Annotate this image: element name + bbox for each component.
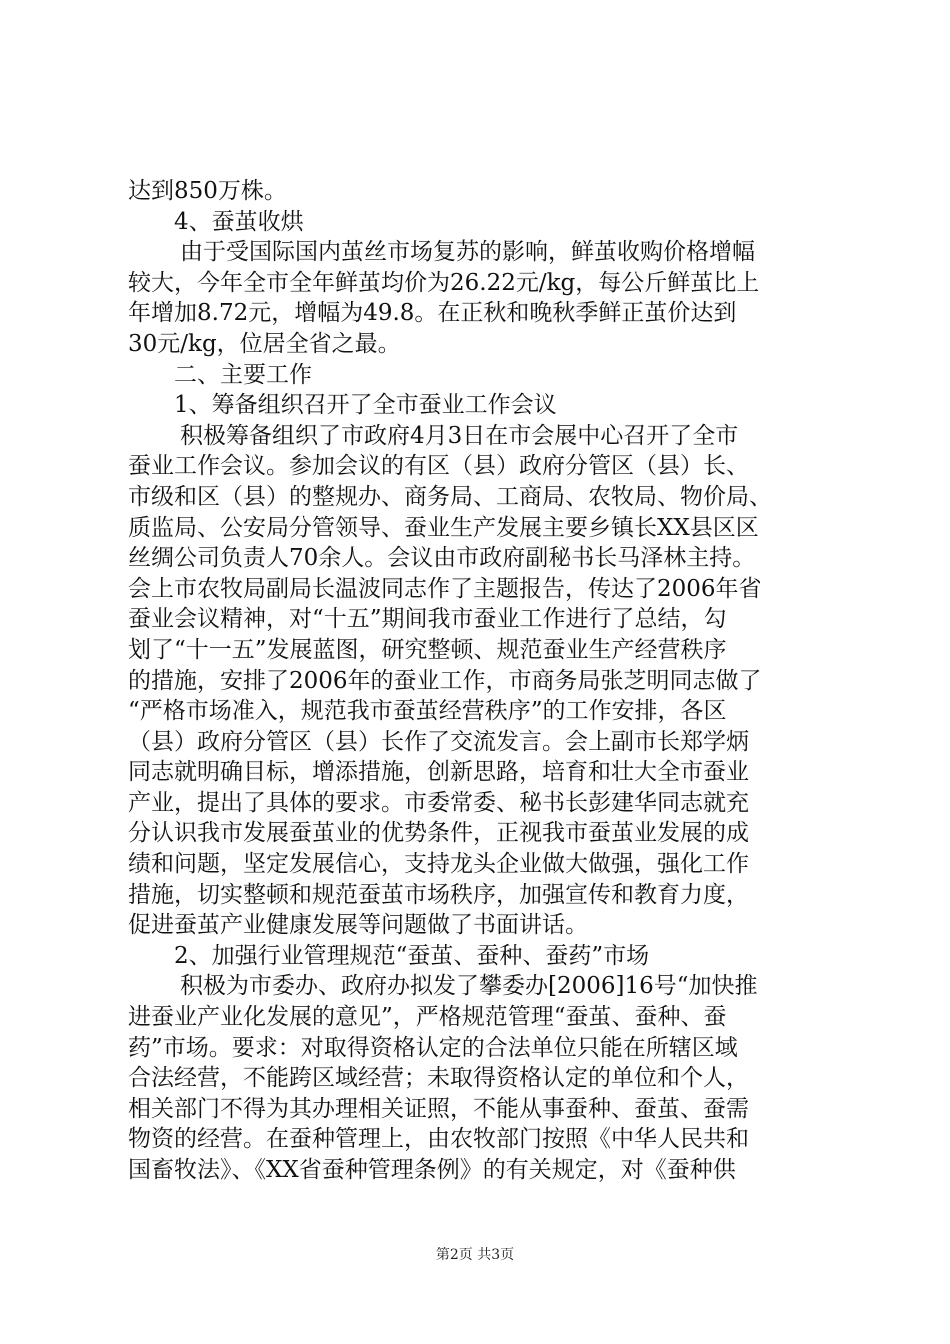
paragraph-first-line: 积极筹备组织了市政府4月3日在市会展中心召开了全市 [180, 422, 739, 449]
text-line: 相关部门不得为其办理相关证照，不能从事蚕种、蚕茧、蚕需 [128, 1095, 749, 1122]
text-line: 市级和区（县）的整规办、商务局、工商局、农牧局、物价局、 [128, 483, 772, 510]
text-line: 30元/kg，位居全省之最。 [128, 330, 401, 357]
text-line: 蚕业工作会议。参加会议的有区（县）政府分管区（县）长、 [128, 453, 749, 480]
text-line: 药”市场。要求：对取得资格认定的合法单位只能在所辖区域 [128, 1034, 738, 1061]
text-line: 丝绸公司负责人70余人。会议由市政府副秘书长马泽林主持。 [128, 545, 756, 572]
text-line: “严格市场准入，规范我市蚕茧经营秩序”的工作安排，各区 [128, 698, 727, 725]
text-line: 促进蚕茧产业健康发展等问题做了书面讲话。 [128, 912, 588, 939]
text-line: 进蚕业产业化发展的意见”，严格规范管理“蚕茧、蚕种、蚕 [128, 1004, 727, 1031]
text-line: 同志就明确目标，增添措施，创新思路，培育和壮大全市蚕业 [128, 759, 749, 786]
document-body [128, 176, 840, 1186]
section-heading: 4、蚕茧收烘 [174, 208, 304, 235]
text-line: 达到850万株。 [128, 178, 287, 204]
text-line: （县）政府分管区（县）长作了交流发言。会上副市长郑学炳 [128, 728, 749, 755]
text-line: 分认识我市发展蚕茧业的优势条件，正视我市蚕茧业发展的成 [128, 820, 749, 847]
page-number-label: 第2页 共3页 [435, 1247, 515, 1263]
text-line: 国畜牧法》、《XX省蚕种管理条例》的有关规定，对《蚕种供 [128, 1157, 736, 1183]
paragraph-first-line: 由于受国际国内茧丝市场复苏的影响，鲜茧收购价格增幅 [180, 239, 755, 266]
text-line: 质监局、公安局分管领导、蚕业生产发展主要乡镇长XX县区区 [128, 514, 759, 541]
text-line: 物资的经营。在蚕种管理上，由农牧部门按照《中华人民共和 [128, 1126, 749, 1153]
text-line: 年增加8.72元，增幅为49.8。在正秋和晚秋季鲜正茧价达到 [128, 300, 737, 327]
paragraph-first-line: 积极为市委办、政府办拟发了攀委办[2006]16号“加快推 [180, 973, 758, 1000]
section-heading: 1、筹备组织召开了全市蚕业工作会议 [174, 392, 557, 419]
text-line: 划了“十一五”发展蓝图，研究整顿、规范蚕业生产经营秩序 [128, 636, 727, 663]
text-line: 蚕业会议精神，对“十五”期间我市蚕业工作进行了总结，勾 [128, 606, 727, 633]
text-line: 绩和问题，坚定发展信心，支持龙头企业做大做强，强化工作 [128, 851, 749, 878]
text-line: 合法经营，不能跨区域经营；未取得资格认定的单位和个人， [128, 1065, 749, 1092]
page-footer [0, 1245, 950, 1265]
text-line: 较大，今年全市全年鲜茧均价为26.22元/kg，每公斤鲜茧比上 [128, 269, 760, 296]
section-heading: 2、加强行业管理规范“蚕茧、蚕种、蚕药”市场 [174, 942, 650, 969]
text-line: 会上市农牧局副局长温波同志作了主题报告，传达了2006年省 [128, 575, 762, 602]
section-heading: 二、主要工作 [174, 361, 312, 388]
text-line: 措施，切实整顿和规范蚕茧市场秩序，加强宣传和教育力度， [128, 881, 749, 908]
text-line: 产业，提出了具体的要求。市委常委、秘书长彭建华同志就充 [128, 789, 749, 816]
text-line: 的措施，安排了2006年的蚕业工作，市商务局张芝明同志做了 [128, 667, 762, 694]
